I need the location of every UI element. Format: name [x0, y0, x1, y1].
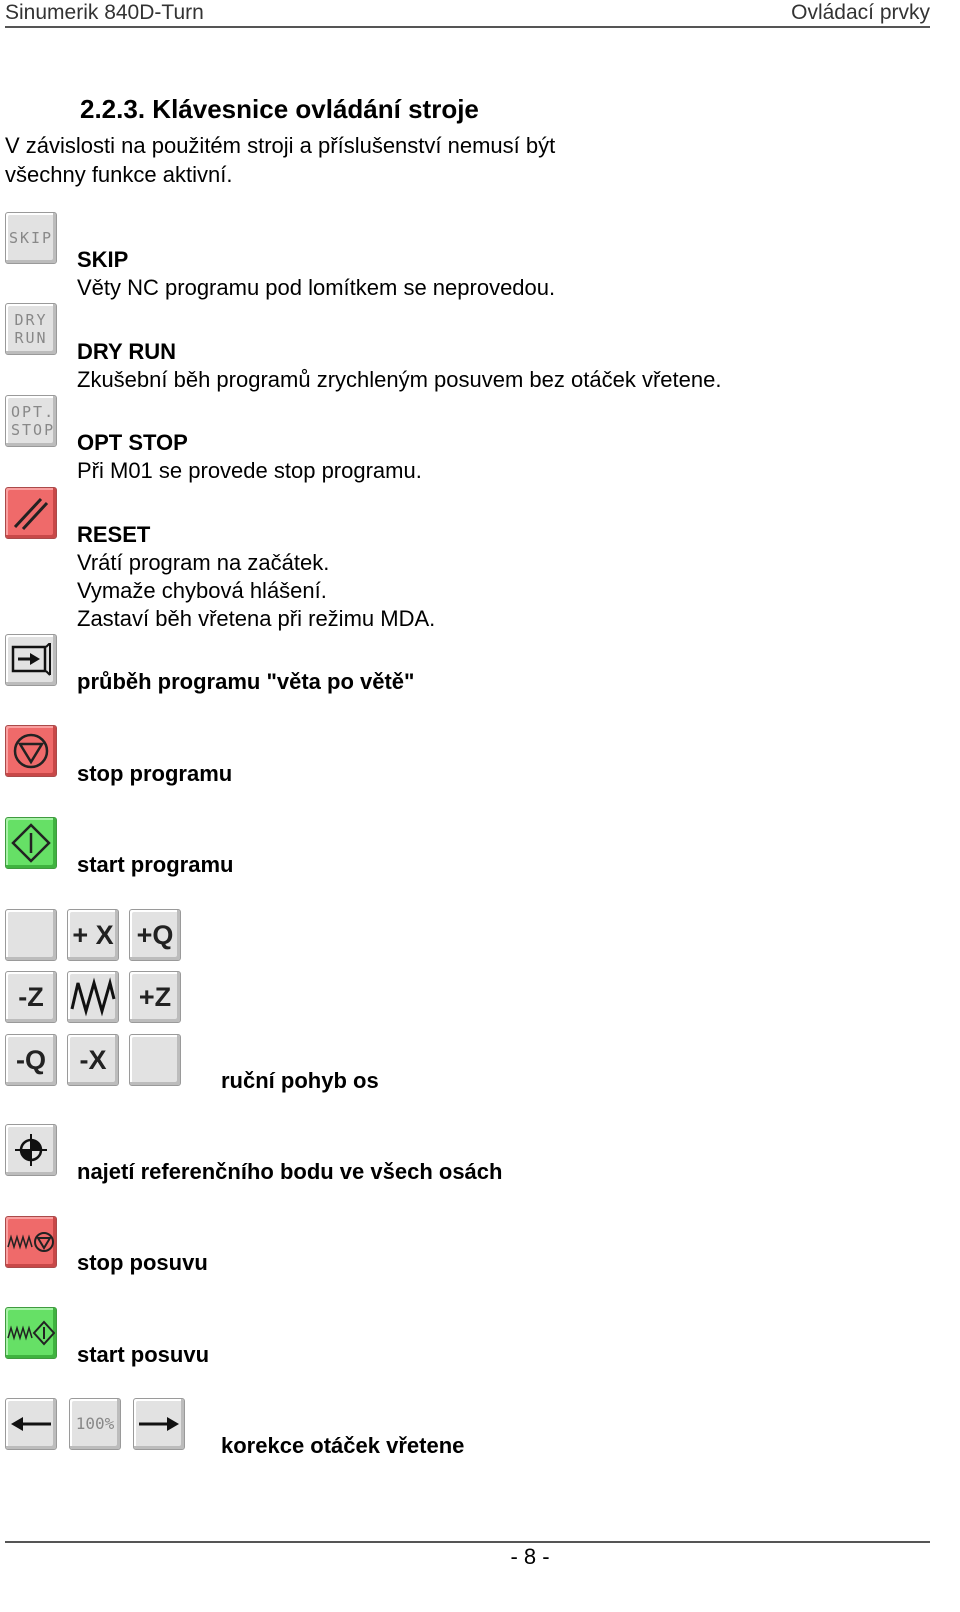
jog-blank-key-bottom[interactable]	[129, 1034, 181, 1086]
section-title: Klávesnice ovládání stroje	[152, 94, 479, 124]
start-diamond-icon	[11, 823, 51, 863]
jog-plus-q-key[interactable]	[129, 909, 181, 961]
jog-plus-z-key[interactable]	[129, 971, 181, 1023]
reset-title: RESET	[77, 522, 151, 547]
cycle-stop-title: stop programu	[77, 761, 233, 786]
spindle-increase-key[interactable]	[133, 1398, 185, 1450]
page-header	[5, 0, 930, 28]
single-block-icon	[10, 643, 52, 677]
jog-rapid-key[interactable]	[67, 971, 119, 1023]
header-left: Sinumerik 840D-Turn	[5, 1, 204, 24]
reset-key[interactable]	[5, 487, 57, 539]
feed-start-title: start posuvu	[77, 1342, 210, 1367]
jog-minus-q-key[interactable]	[5, 1034, 57, 1086]
single-block-description	[77, 668, 414, 696]
spindle-100-label: 100%	[75, 1414, 115, 1433]
section-heading	[80, 94, 479, 125]
cycle-stop-description	[77, 760, 232, 788]
arrow-right-icon	[137, 1414, 181, 1434]
header-right: Ovládací prvky	[791, 1, 930, 24]
feed-start-key[interactable]	[5, 1307, 57, 1359]
ref-point-key[interactable]	[5, 1124, 57, 1176]
opt-stop-title: OPT STOP	[77, 430, 188, 455]
section-number: 2.2.3.	[80, 94, 146, 124]
footer-rule	[5, 1541, 930, 1543]
feed-stop-key[interactable]	[5, 1216, 57, 1268]
spindle-100-key[interactable]	[69, 1398, 121, 1450]
opt-stop-key[interactable]	[5, 395, 57, 447]
dry-run-description	[77, 338, 721, 394]
skip-key-label: SKIP	[8, 229, 54, 247]
stop-circle-icon	[11, 731, 51, 771]
reference-point-icon	[13, 1132, 49, 1168]
ref-point-title: najetí referenčního bodu ve všech osách	[77, 1159, 503, 1184]
jog-plus-z-label: +Z	[138, 981, 172, 1012]
dry-run-key-label: DRY RUN	[14, 311, 48, 347]
jog-description	[221, 1067, 379, 1095]
opt-stop-key-label: OPT. STOP	[11, 403, 56, 439]
dry-run-key[interactable]	[5, 303, 57, 355]
skip-key[interactable]	[5, 212, 57, 264]
page-number: - 8 -	[510, 1544, 550, 1569]
cycle-stop-key[interactable]	[5, 725, 57, 777]
reset-line-1: Vrátí program na začátek.	[77, 550, 330, 575]
jog-minus-x-label: -X	[79, 1044, 107, 1075]
opt-stop-desc: Při M01 se provede stop programu.	[77, 458, 422, 483]
single-block-title: průběh programu "věta po větě"	[77, 669, 415, 694]
jog-minus-q-label: -Q	[16, 1044, 46, 1075]
jog-plus-x-label: + X	[72, 919, 114, 950]
cycle-start-key[interactable]	[5, 817, 57, 869]
jog-blank-key-top[interactable]	[5, 909, 57, 961]
jog-title: ruční pohyb os	[221, 1068, 379, 1093]
rapid-wave-icon	[70, 977, 116, 1017]
arrow-left-icon	[9, 1414, 53, 1434]
jog-minus-z-key[interactable]	[5, 971, 57, 1023]
feed-stop-icon	[7, 1227, 55, 1257]
jog-plus-x-key[interactable]	[67, 909, 119, 961]
dry-run-title: DRY RUN	[77, 339, 177, 364]
reset-line-2: Vymaže chybová hlášení.	[77, 578, 327, 603]
spindle-override-title: korekce otáček vřetene	[221, 1433, 465, 1458]
feed-start-description	[77, 1341, 209, 1369]
skip-description	[77, 246, 555, 302]
intro-text: V závislosti na použitém stroji a příslušenství nemusí být všechny funkce aktivní.	[5, 133, 556, 187]
feed-stop-description	[77, 1249, 208, 1277]
jog-minus-z-label: -Z	[18, 981, 44, 1012]
reset-slash-icon	[11, 493, 51, 533]
ref-point-description	[77, 1158, 502, 1186]
jog-plus-q-label: +Q	[136, 919, 174, 950]
dry-run-desc: Zkušební běh programů zrychleným posuvem bez otáček vřetene.	[77, 367, 722, 392]
spindle-override-description	[221, 1432, 464, 1460]
reset-description	[77, 521, 435, 633]
cycle-start-title: start programu	[77, 852, 234, 877]
reset-line-3: Zastaví běh vřetena při režimu MDA.	[77, 606, 436, 631]
skip-desc: Věty NC programu pod lomítkem se neprovedou.	[77, 275, 556, 300]
jog-minus-x-key[interactable]	[67, 1034, 119, 1086]
skip-title: SKIP	[77, 247, 129, 272]
feed-start-icon	[7, 1318, 55, 1348]
opt-stop-description	[77, 429, 422, 485]
feed-stop-title: stop posuvu	[77, 1250, 208, 1275]
spindle-decrease-key[interactable]	[5, 1398, 57, 1450]
single-block-key[interactable]	[5, 634, 57, 686]
cycle-start-description	[77, 851, 233, 879]
